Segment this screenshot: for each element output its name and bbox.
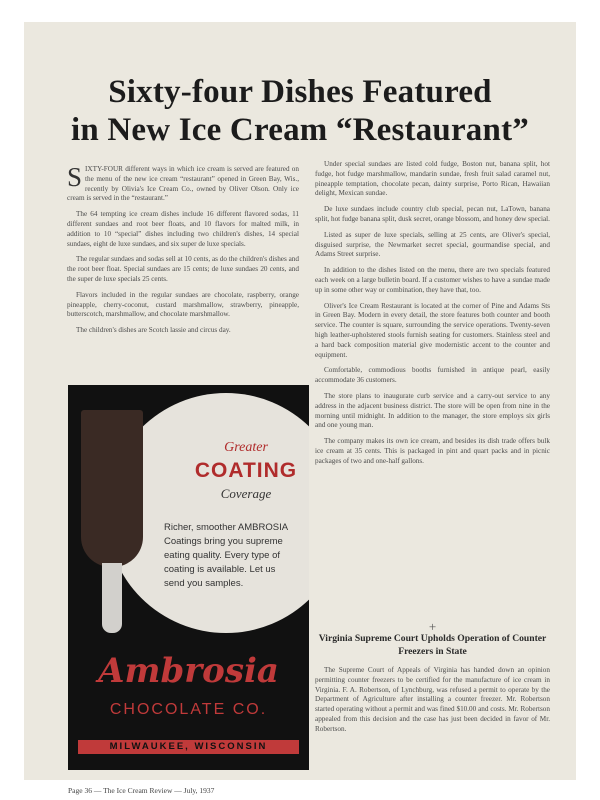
sub-article-headline: Virginia Supreme Court Upholds Operation of Counter Freezers in State <box>318 633 547 657</box>
headline-line-1: Sixty-four Dishes Featured <box>108 74 492 110</box>
article-paragraph: Comfortable, commodious booths furnished in antique pearl, easily accommodate 36 customers. <box>315 366 550 385</box>
article-paragraph: The company makes its own ice cream, and besides its dish trade offers bulk ice cream at 35 cents. This is packaged in pint and quart packs and in picnic packages of two and one-half gallons. <box>315 437 550 465</box>
article-paragraph: The children's dishes are Scotch lassie and circus day. <box>76 326 231 335</box>
article-paragraph: Listed as super de luxe specials, selling at 25 cents, are Oliver's special, disguised surprise, the Newmarket secret special, gourmandise special, and Adams Street surprise. <box>315 230 550 259</box>
article-paragraph: The 64 tempting ice cream dishes include 16 different flavored sodas, 11 different sundaes and root beer floats, and 10 flavors for malted milk, in addition to 10 “special” dishes including two children's dishes, 14 special sundaes, eight de luxe sundaes, and six super de luxe specials. <box>67 210 299 248</box>
ad-body-text: Richer, smoother AMBROSIA Coatings bring you supreme eating quality. Every type of coating is available. Let us send you samples. <box>164 522 288 589</box>
article-left-column <box>67 162 299 342</box>
section-divider: + <box>428 619 437 634</box>
article-paragraph: In addition to the dishes listed on the menu, there are two specials featured each week on a large bulletin board. If a customer wishes to have a sundae made up in some other way or combination, they have that, too. <box>315 266 550 294</box>
headline-line-2: in New Ice Cream “Restaurant” <box>71 112 529 148</box>
ice-cream-stick-illustration <box>102 563 122 633</box>
ad-brand-logo: Ambrosia <box>98 651 279 691</box>
sub-article-paragraph: The Supreme Court of Appeals of Virginia has handed down an opinion permitting counter freezers to be certified for the manufacture of ice cream in Virginia. F. A. Robertson, of Lynchburg, was refused a permit to operate by the Department of Agriculture after installing a counter freezer. Mr. Robertson started operating without a permit and was fined $10.00 and costs. Mr. Robertson appealed from this decision and the case has just been decided in favor of Mr. Robertson. <box>315 666 550 733</box>
article-paragraph: Flavors included in the regular sundaes are chocolate, raspberry, orange pineapple, cherry-coconut, custard marshmallow, strawberry, pineapple, butterscotch, marshmallow, and chocolate marshmallow. <box>67 290 299 319</box>
page-footer: Page 36 — The Ice Cream Review — July, 1937 <box>68 786 215 795</box>
article-paragraph: The store plans to inaugurate curb service and a carry-out service to any address in the adjacent business district. The store will be open from nine in the morning until midnight. In addition to the manager, the store employs six girls and one young man. <box>315 391 550 430</box>
magazine-page <box>24 22 576 795</box>
article-paragraph: De luxe sundaes include country club special, pecan nut, LaTown, banana split, hot fudge banana split, dusk secret, orange blossom, and honey dew special. <box>315 205 550 223</box>
ad-company-name: CHOCOLATE CO. <box>109 701 268 718</box>
article-right-column <box>315 160 550 473</box>
article-paragraph: The regular sundaes and sodas sell at 10 cents, as do the children's dishes and the root beer float. Special sundaes are 15 cents; de luxe sundaes 20 cents, and the super de luxe specials 25 cents. <box>67 255 299 283</box>
ad-tagline-coverage: Coverage <box>220 486 272 501</box>
ad-location-banner: MILWAUKEE, WISCONSIN <box>78 740 299 754</box>
sub-article-column <box>315 666 550 741</box>
drop-cap: S <box>67 162 83 192</box>
ice-cream-bar-illustration <box>81 410 143 567</box>
article-paragraph: SIXTY-FOUR different ways in which ice cream is served are featured on the menu of the new ice cream “restaurant” opened in Green Bay, Wis., recently by Olivia's Ice Cream Co., owned by Oliver Olson. Only ice cream is served in the “restaurant.” <box>67 162 299 203</box>
ad-tagline-greater: Greater <box>224 440 268 455</box>
ad-tagline-coating: COATING <box>194 459 298 482</box>
article-paragraph: Oliver's Ice Cream Restaurant is located at the corner of Pine and Adams Sts in Green Bay. Modern in every detail, the store features both counter and booth service. The counter is square, surrounding the service operations. Twenty-seven high leather-upholstered stools furnish seating for customers. Stainless steel and a hard back composition material give modernistic accent to the counter and equipment. <box>315 301 550 359</box>
ambrosia-advertisement <box>68 385 309 770</box>
article-paragraph: Under special sundaes are listed cold fudge, Boston nut, banana split, hot fudge, hot fudge marshmallow, mandarin sundae, fresh fruit salad caramel nut, pineapple temptation, chocolate pecan, dainty surprise, Porto Rican, Hawaiian delight, Mexican sundae. <box>315 160 550 198</box>
